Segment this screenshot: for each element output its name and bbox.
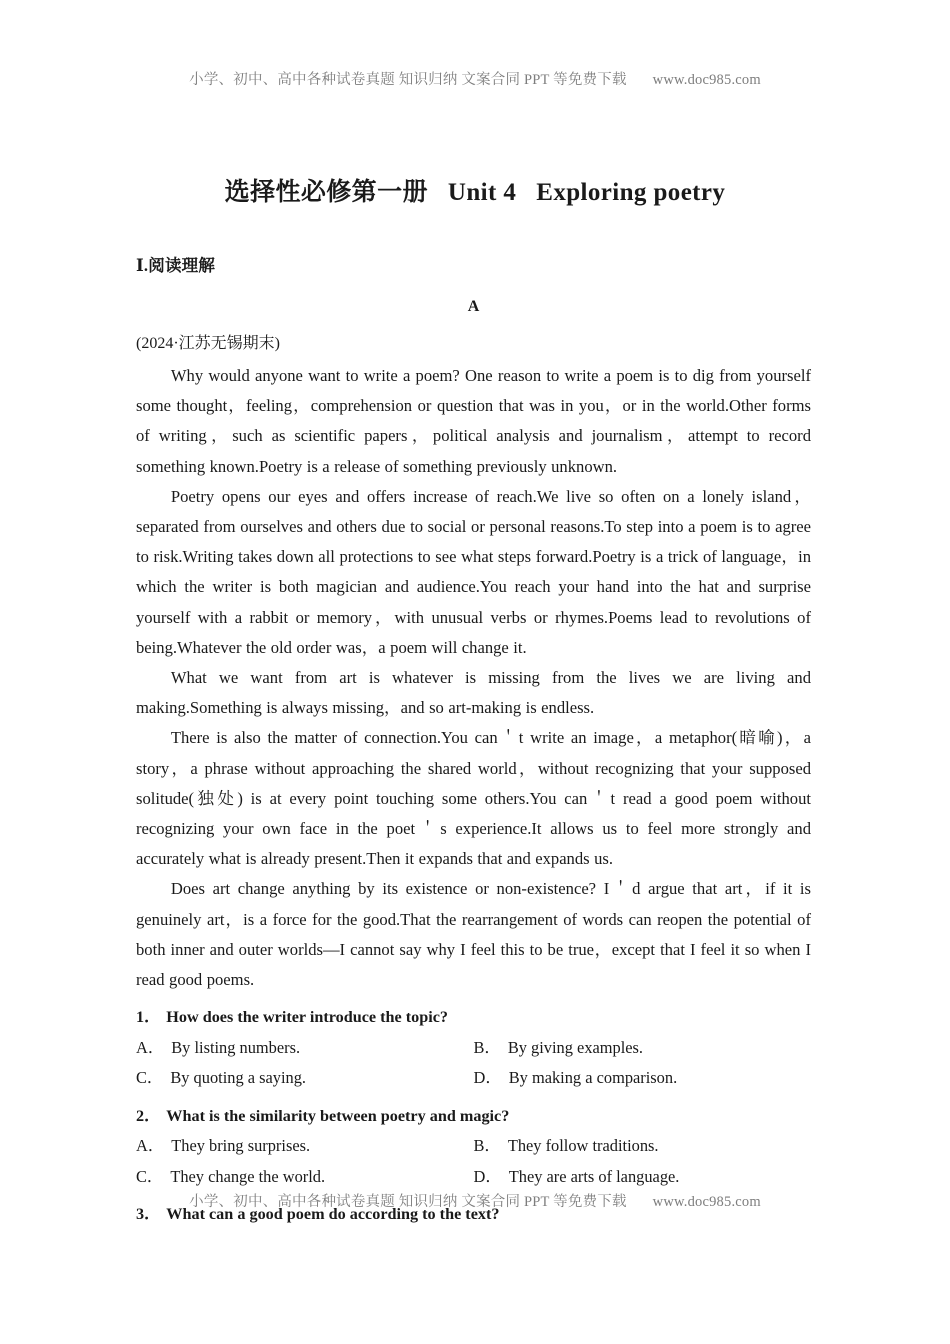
passage-label: A [467, 298, 480, 315]
option-letter: C． [136, 1068, 164, 1088]
running-footer-url: www.doc985.com [652, 1194, 761, 1210]
option-a[interactable] [136, 1033, 474, 1064]
option-text: They are arts of language. [508, 1166, 680, 1186]
option-text: By quoting a saying. [170, 1068, 306, 1088]
option-letter: B． [473, 1136, 501, 1156]
option-text: They change the world. [170, 1166, 326, 1186]
running-header [0, 68, 950, 89]
section-heading: Ⅰ.阅读理解 [136, 256, 216, 275]
passage-paragraph: Why would anyone want to write a poem? One reason to write a poem is to dig from yourself some thought，feeling，comprehension or question that was in you，or in the world.Other forms of writing，such as scientific papers，political analysis and journalism，attempt to record something known.Poetry is a release of something previously unknown. [136, 366, 811, 476]
option-b[interactable] [474, 1033, 812, 1064]
passage-body [136, 361, 811, 995]
page-title [0, 172, 950, 208]
question-text: How does the writer introduce the topic? [166, 1008, 449, 1027]
title-english: Exploring poetry [536, 179, 726, 206]
passage-paragraph: Poetry opens our eyes and offers increase of reach.We live so often on a lonely island，separated from ourselves and others due to social or personal reasons.To step into a poem is to agree to risk.Writing takes down all protections to see what steps forward.Poetry is a trick of language，in which the writer is both magician and audience.You reach your hand into the hat and surprise yourself with a rabbit or memory，with unusual verbs or rhymes.Poems lead to revolutions of being.Whatever the old order was，a poem will change it. [136, 486, 811, 657]
question-stem [136, 1002, 811, 1033]
question-number: 2． [136, 1106, 161, 1125]
option-d[interactable] [474, 1162, 812, 1193]
passage-source: (2024·江苏无锡期末) [136, 335, 280, 352]
option-letter: B． [473, 1037, 501, 1057]
running-header-url: www.doc985.com [652, 72, 761, 88]
option-b[interactable] [474, 1131, 812, 1162]
running-footer [0, 1190, 950, 1211]
document-content [136, 252, 811, 1230]
question-item [136, 1101, 811, 1193]
passage-paragraph: Does art change anything by its existence or non-existence? I＇d argue that art，if it is genuinely art，is a force for the good.That the rearrangement of words can reopen the potential of both inner and outer worlds—I cannot say why I feel this to be true，except that I feel it so when I read good poems. [136, 879, 811, 990]
passage-paragraph: What we want from art is whatever is missing from the lives we are living and making.Something is always missing，and so art-making is endless. [136, 668, 811, 718]
option-letter: D． [473, 1068, 502, 1088]
option-text: By giving examples. [507, 1037, 644, 1057]
option-letter: A． [136, 1136, 165, 1156]
question-text: What can a good poem do according to the text? [166, 1205, 500, 1224]
running-footer-text: 小学、初中、高中各种试卷真题 知识归纳 文案合同 PPT 等免费下载 [189, 1194, 627, 1210]
title-unit: Unit 4 [447, 179, 517, 206]
option-c[interactable] [136, 1063, 474, 1094]
option-text: By making a comparison. [508, 1068, 678, 1088]
option-text: They follow traditions. [507, 1136, 659, 1156]
option-text: They bring surprises. [171, 1136, 311, 1156]
option-c[interactable] [136, 1162, 474, 1193]
option-letter: C． [136, 1166, 164, 1186]
question-number: 3． [136, 1205, 161, 1224]
option-list [136, 1033, 811, 1094]
question-stem [136, 1101, 811, 1132]
title-chinese: 选择性必修第一册 [224, 179, 428, 206]
option-a[interactable] [136, 1131, 474, 1162]
option-letter: A． [136, 1037, 165, 1057]
question-number: 1． [136, 1008, 161, 1027]
option-list [136, 1131, 811, 1192]
option-d[interactable] [474, 1063, 812, 1094]
passage-paragraph: There is also the matter of connection.You can＇t write an image，a metaphor(暗喻)，a story，a phrase without approaching the shared world，without recognizing that your supposed solitude(独处) is at every point touching some others.You can＇t read a good poem without recognizing your own face in the poet＇s experience.It allows us to feel more strongly and accurately what is already present.Then it expands that and expands us. [136, 728, 811, 869]
option-text: By listing numbers. [171, 1037, 301, 1057]
question-text: What is the similarity between poetry and magic? [166, 1106, 510, 1125]
option-letter: D． [473, 1166, 502, 1186]
running-header-text: 小学、初中、高中各种试卷真题 知识归纳 文案合同 PPT 等免费下载 [189, 72, 627, 88]
question-item [136, 1002, 811, 1094]
